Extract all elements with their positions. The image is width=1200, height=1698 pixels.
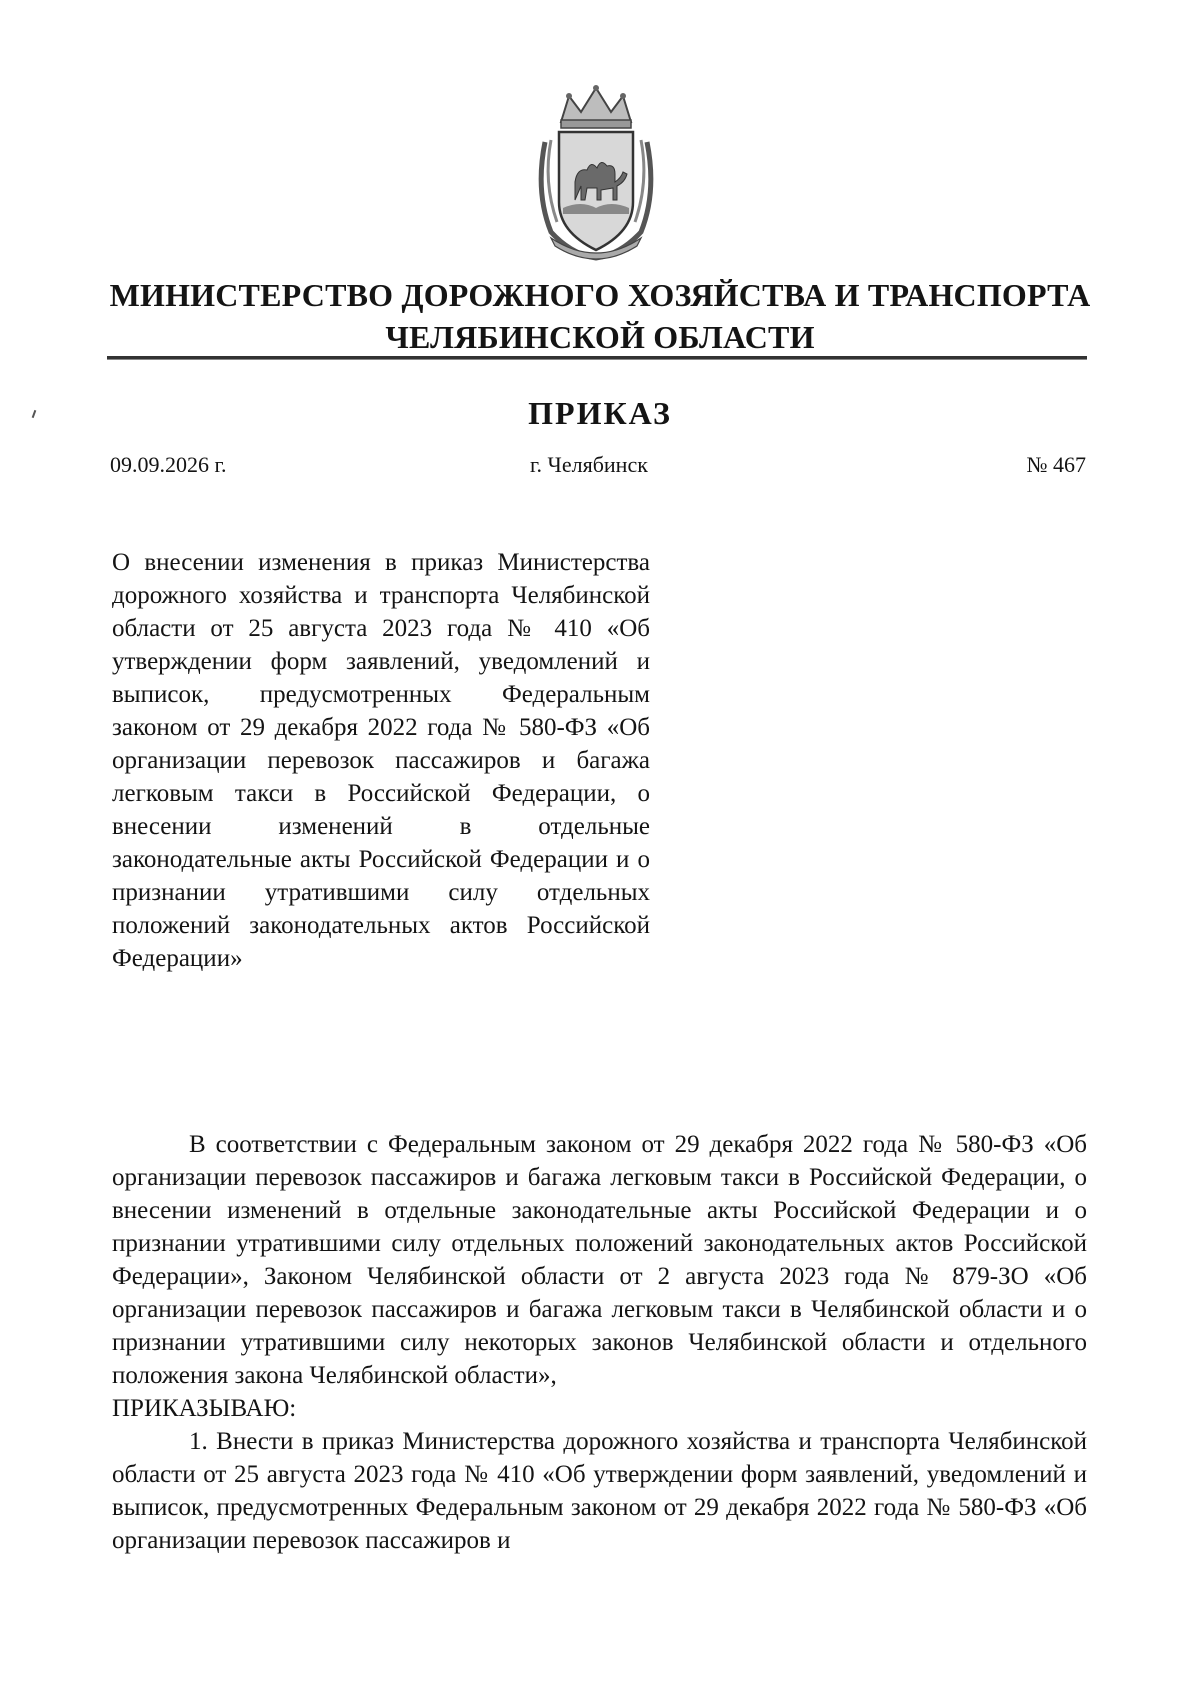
- document-subject: О внесении изменения в приказ Министерства дорожного хозяйства и транспорта Челябинской области от 25 августа 2023 года № 410 «Об утверждении форм заявлений, уведомлений и выписок, предусмотренных Федеральным законом от 29 декабря 2022 года № 580-ФЗ «Об организации перевозок пассажиров и багажа легковым такси в Российской Федерации, о внесении изменений в отдельные законодательные акты Российской Федерации и о признании утратившими силу отдельных положений законодательных актов Российской Федерации»: [112, 549, 650, 972]
- document-date: 09.09.2026 г.: [110, 452, 227, 477]
- coat-of-arms-icon: [531, 82, 661, 262]
- document-meta-row: [110, 450, 1086, 480]
- document-type-title: ПРИКАЗ: [528, 395, 672, 431]
- document-city: г. Челябинск: [530, 452, 648, 477]
- header-divider: [107, 356, 1087, 360]
- order-item-1: 1. Внести в приказ Министерства дорожного хозяйства и транспорта Челябинской области от 25 августа 2023 года № 410 «Об утверждении форм заявлений, уведомлений и выписок, предусмотренных Федеральным законом от 29 декабря 2022 года № 580-ФЗ «Об организации перевозок пассажиров и: [112, 1428, 1087, 1554]
- document-body: [112, 1128, 1087, 1557]
- preamble-paragraph: В соответствии с Федеральным законом от 29 декабря 2022 года № 580-ФЗ «Об организации перевозок пассажиров и багажа легковым такси в Российской Федерации, о внесении изменений в отдельные законодательные акты Российской Федерации и о признании утратившими силу отдельных положений законодательных актов Российской Федерации», Законом Челябинской области от 2 августа 2023 года № 879-ЗО «Об организации перевозок пассажиров и багажа легковым такси в Челябинской области и о признании утратившими силу некоторых законов Челябинской области и отдельного положения закона Челябинской области»,: [112, 1131, 1087, 1389]
- ministry-name-line1: МИНИСТЕРСТВО ДОРОЖНОГО ХОЗЯЙСТВА И ТРАНСПОРТА: [109, 277, 1091, 313]
- ministry-name: [100, 274, 1100, 358]
- ministry-name-line2: ЧЕЛЯБИНСКОЙ ОБЛАСТИ: [385, 319, 815, 355]
- order-word: ПРИКАЗЫВАЮ:: [112, 1395, 297, 1422]
- document-number: № 467: [1026, 452, 1086, 477]
